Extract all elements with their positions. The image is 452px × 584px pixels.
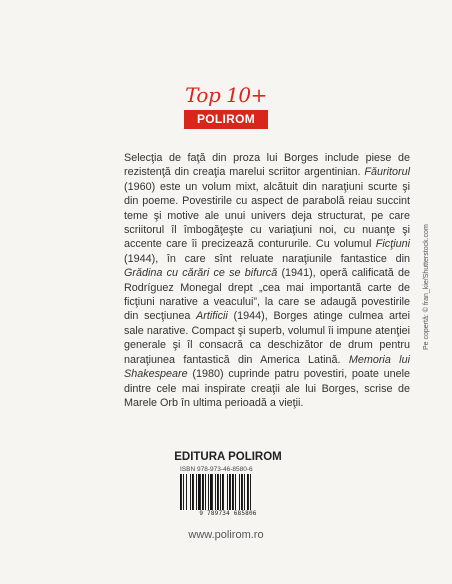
- blurb-segment: (1980) cuprinde patru povestiri, poate unele dintre cele mai inspirate creaţii ale lui Borges, scrise de Marele Orb în ultima perioadă a vieţii.: [124, 368, 410, 409]
- barcode-digits: 9 789734 685806: [199, 510, 257, 517]
- blurb-book-title: Făuritorul: [364, 166, 410, 179]
- blurb-book-title: Artificii: [196, 310, 228, 323]
- blurb-segment: (1944), Borges atinge culmea artei sale narative. Compact şi superb, volumul îi impune atenţiei generale şi îl consacră ca deschizător de drum pentru naraţiunea fantastică din America Latină.: [124, 310, 410, 366]
- blurb-book-title: Ficţiuni: [375, 238, 410, 251]
- publisher-block: [164, 451, 292, 517]
- blurb-segment: Selecţia de faţă din proza lui Borges include piese de rezistenţă din creaţia marelui scriitor argentinian.: [124, 152, 410, 179]
- polirom-logo: POLIROM: [184, 110, 268, 129]
- publisher-name: EDITURA POLIROM: [174, 451, 282, 463]
- blurb-segment: (1941), operă calificată de Rodríguez Monegal drept „cea mai importantă carte de ficţiuni narative a veacului”, la care se adaugă povestirile din secţiunea: [124, 267, 411, 323]
- blurb-text: [124, 151, 410, 410]
- series-logo: [174, 84, 278, 129]
- barcode-icon: [178, 474, 278, 510]
- isbn-number: ISBN 978-973-46-8580-6: [180, 466, 253, 473]
- back-cover-blurb: [124, 151, 410, 410]
- series-title: Top 10+: [185, 83, 267, 107]
- blurb-book-title: Grădina cu cărări ce se bifurcă: [124, 267, 278, 280]
- blurb-segment: (1960) este un volum mixt, alcătuit din naraţiuni scurte şi din poeme. Povestirile cu aspect de parabolă reiau succint teme şi motive ale unui univers deja structurat, pe care scriitorul îl îmbogăţeşte cu variaţiuni noi, cu nuanţe şi accente care îi precizează contururile. Cu volumul: [124, 180, 410, 251]
- publisher-website: www.polirom.ro: [188, 529, 264, 541]
- cover-credit: Pe copertă: © fran_kie/Shutterstock.com: [423, 224, 430, 350]
- blurb-book-title: Memoria lui Shakespeare: [124, 353, 410, 381]
- blurb-segment: (1944), în care sînt reluate naraţiunile fantastice din: [124, 252, 410, 265]
